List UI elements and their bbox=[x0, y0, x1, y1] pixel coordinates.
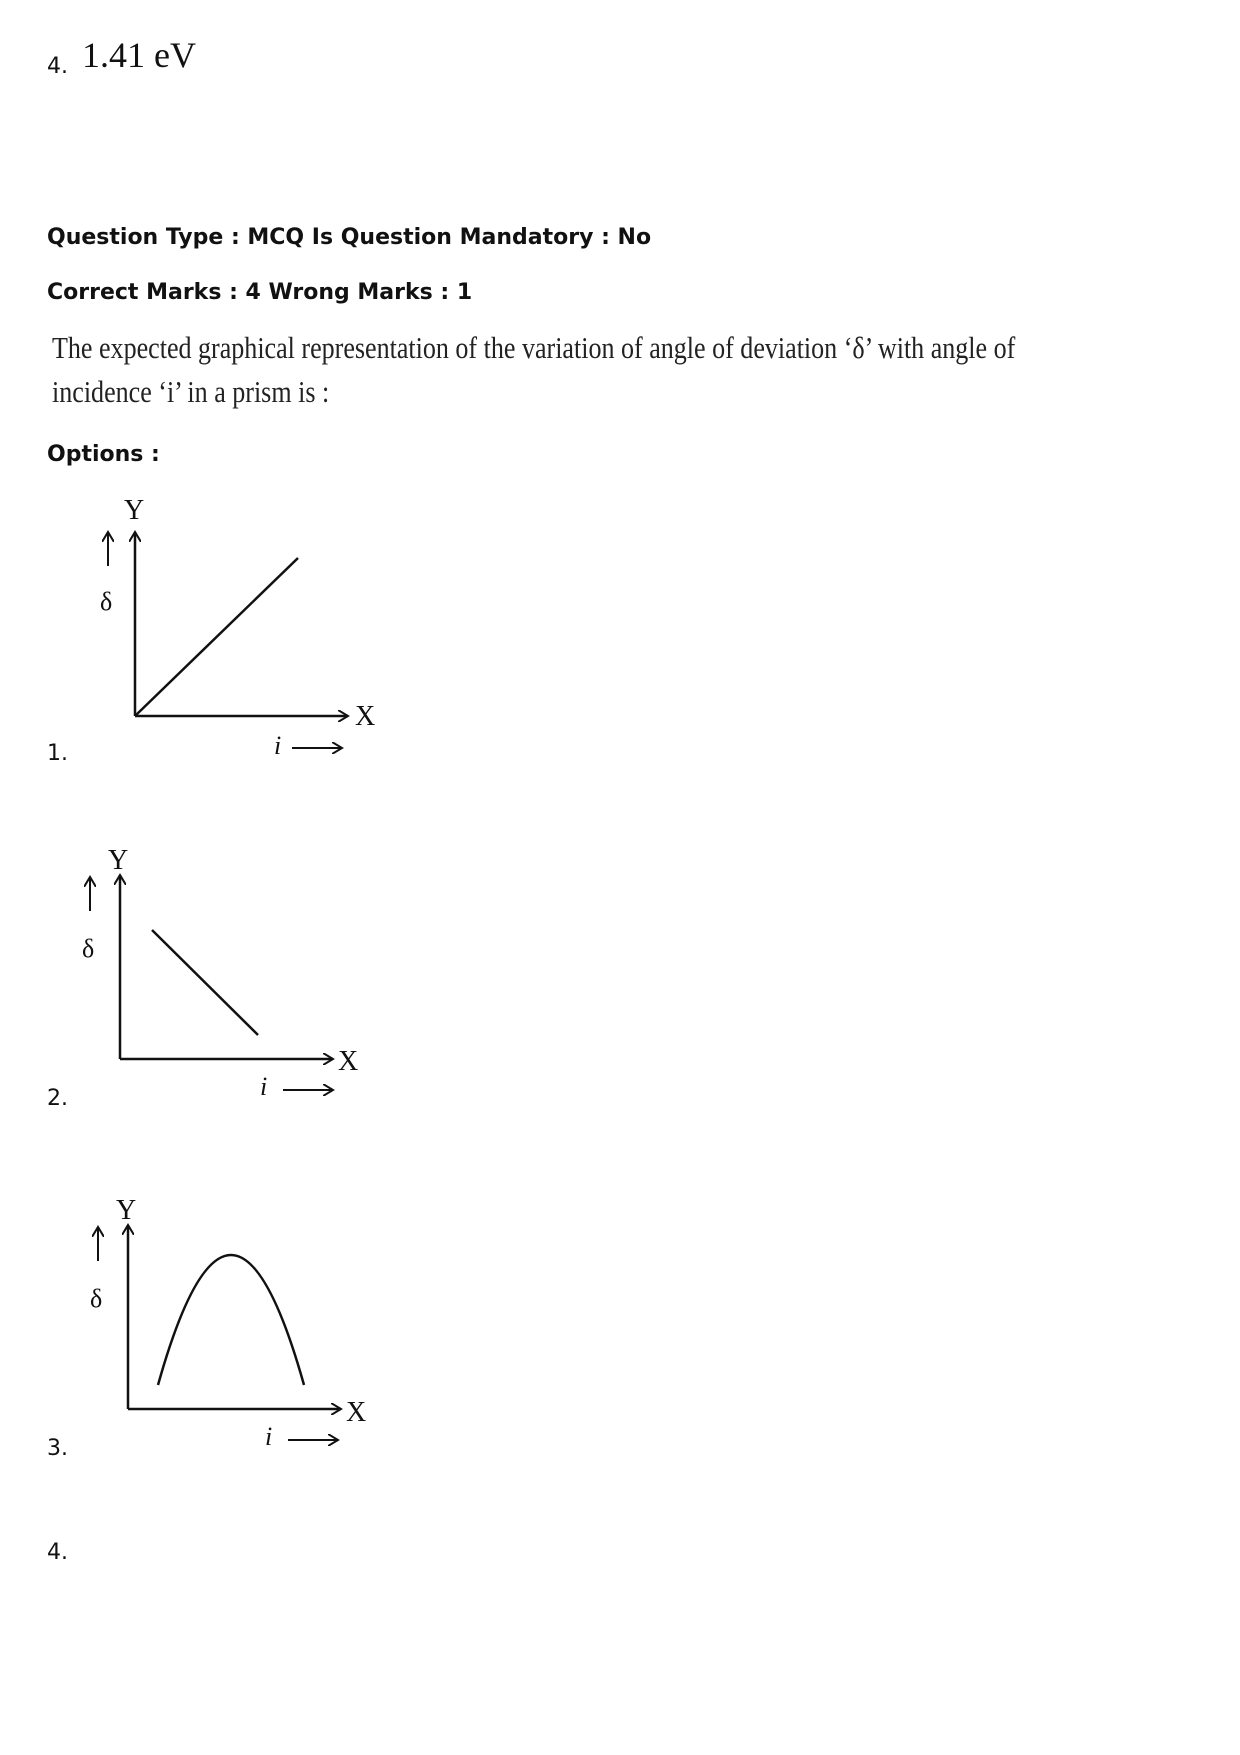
y-axis-label: Y bbox=[108, 845, 129, 876]
option-2-graph[interactable] bbox=[70, 835, 400, 1115]
option-1-number: 1. bbox=[47, 741, 68, 766]
prev-option-number: 4. bbox=[47, 54, 68, 79]
delta-label: δ bbox=[100, 587, 113, 616]
option-2-number: 2. bbox=[47, 1086, 68, 1111]
option-3-number: 3. bbox=[47, 1436, 68, 1461]
question-text-line-1: The expected graphical representation of the variation of angle of deviation ‘δ’ with angle of bbox=[52, 330, 1016, 365]
option-3-graph[interactable] bbox=[76, 1185, 406, 1465]
delta-label: δ bbox=[82, 934, 95, 963]
question-text bbox=[52, 326, 1015, 414]
question-marks-line: Correct Marks : 4 Wrong Marks : 1 bbox=[47, 280, 473, 305]
option-1-graph[interactable] bbox=[80, 490, 410, 770]
question-type-line: Question Type : MCQ Is Question Mandatory : No bbox=[47, 225, 652, 250]
x-axis-label: X bbox=[355, 701, 376, 732]
x-axis-label: X bbox=[346, 1397, 367, 1428]
option-4-number: 4. bbox=[47, 1540, 68, 1565]
i-label: i bbox=[260, 1072, 268, 1101]
prev-option-value: 1.41 eV bbox=[82, 35, 196, 75]
y-axis-label: Y bbox=[116, 1195, 137, 1226]
options-label: Options : bbox=[47, 442, 160, 467]
i-label: i bbox=[265, 1422, 273, 1451]
graph-curve-inverted-parabola bbox=[158, 1255, 304, 1385]
delta-label: δ bbox=[90, 1284, 103, 1313]
question-text-line-2: incidence ‘i’ in a prism is : bbox=[52, 374, 330, 409]
x-axis-label: X bbox=[338, 1046, 359, 1077]
graph-curve-increasing-line bbox=[135, 558, 298, 716]
i-label: i bbox=[274, 731, 282, 760]
graph-curve-decreasing-line bbox=[152, 930, 258, 1035]
y-axis-label: Y bbox=[124, 495, 145, 526]
